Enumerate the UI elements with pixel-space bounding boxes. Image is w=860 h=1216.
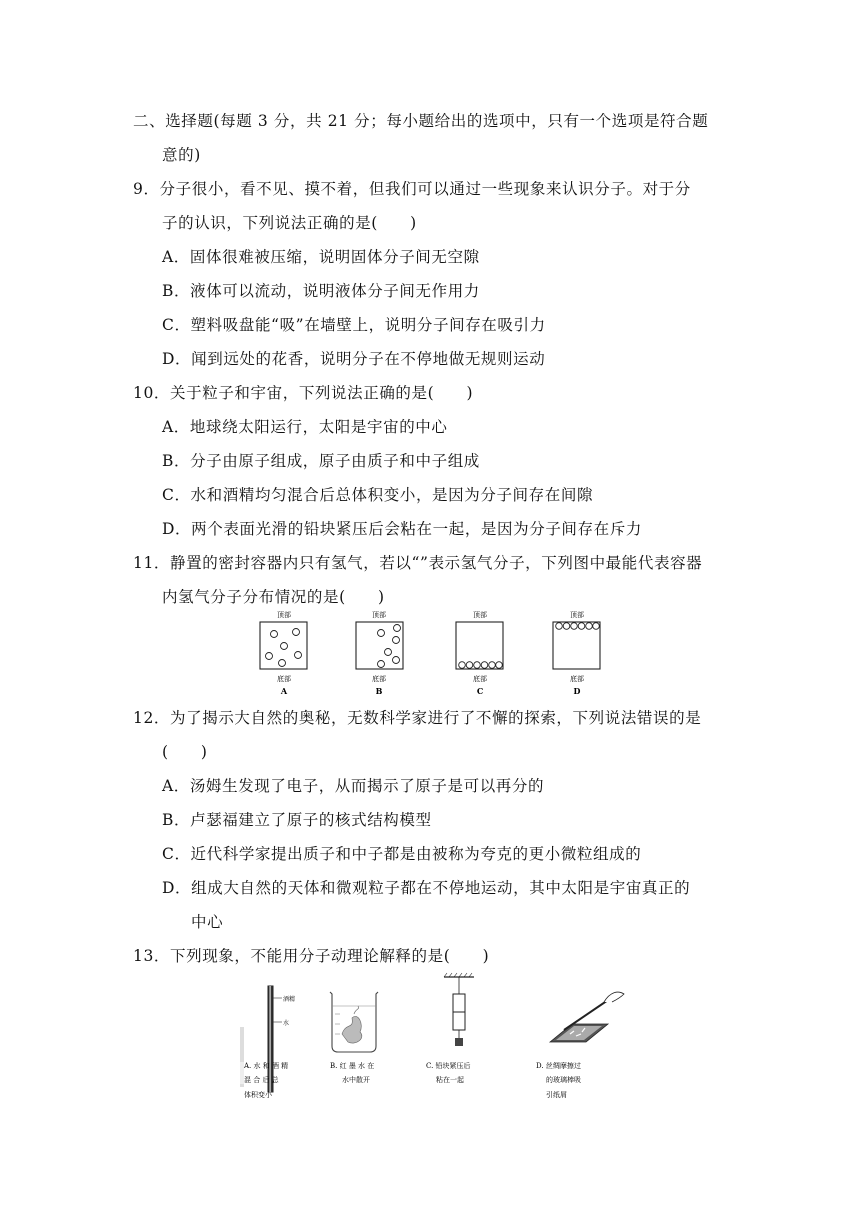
question-12-option-d-cont: 中心 <box>191 913 224 931</box>
question-13-stem: 13．下列现象，不能用分子动理论解释的是( ) <box>133 947 490 965</box>
question-10-option-c: C．水和酒精均匀混合后总体积变小，是因为分子间存在间隙 <box>162 486 594 504</box>
panel-a-caption-3: 体积变小 <box>244 1091 272 1099</box>
panel-d-caption-2: 的玻璃棒吸 <box>546 1076 581 1084</box>
panel-d-caption-3: 引纸屑 <box>546 1091 567 1099</box>
question-13-figure <box>232 972 632 1112</box>
question-9-option-d: D．闻到远处的花香，说明分子在不停地做无规则运动 <box>162 350 546 368</box>
figure-box-d <box>553 610 600 696</box>
panel-b-caption-2: 水中散开 <box>342 1076 370 1084</box>
box-a-bottom-label: 底部 <box>277 675 291 683</box>
question-9-stem: 9．分子很小，看不见、摸不着，但我们可以通过一些现象来认识分子。对于分 <box>133 180 691 198</box>
box-d-letter: D <box>573 686 581 696</box>
question-9-option-b: B．液体可以流动，说明液体分子间无作用力 <box>162 282 480 300</box>
question-11-stem-cont: 内氢气分子分布情况的是( ) <box>162 588 385 606</box>
box-b-bottom-label: 底部 <box>372 675 386 683</box>
question-12-stem: 12．为了揭示大自然的奥秘，无数科学家进行了不懈的探索，下列说法错误的是 <box>133 709 702 727</box>
question-12-stem-cont: ( ) <box>162 743 208 761</box>
box-c-top-label: 顶部 <box>473 611 487 619</box>
figure-box-b <box>356 610 403 696</box>
question-9-option-c: C．塑料吸盘能“吸”在墙壁上，说明分子间存在吸引力 <box>162 316 546 334</box>
question-12-option-b: B．卢瑟福建立了原子的核式结构模型 <box>162 811 432 829</box>
box-d-bottom-label: 底部 <box>570 675 584 683</box>
box-b-letter: B <box>375 686 383 696</box>
panel-d-caption-1: D. 丝绸摩擦过 <box>536 1062 581 1070</box>
panel-c-caption-1: C. 铅块紧压后 <box>426 1062 471 1070</box>
section-title: 二、选择题(每题 3 分，共 21 分；每小题给出的选项中，只有一个选项是符合题 <box>133 112 709 130</box>
box-a-letter: A <box>280 686 288 696</box>
figure-box-a <box>260 610 307 696</box>
panel-a-water-tag: 水 <box>283 1020 290 1027</box>
question-10-option-a: A．地球绕太阳运行，太阳是宇宙的中心 <box>162 418 448 436</box>
panel-d-glass-rod <box>536 992 624 1099</box>
panel-c-lead-blocks <box>426 973 474 1084</box>
panel-b-caption-1: B. 红 墨 水 在 <box>330 1062 375 1070</box>
question-11-figure <box>250 608 610 700</box>
box-c-letter: C <box>476 686 484 696</box>
panel-b-beaker <box>330 992 378 1084</box>
question-10-option-d: D．两个表面光滑的铅块紧压后会粘在一起，是因为分子间存在斥力 <box>162 520 642 538</box>
box-a-top-label: 顶部 <box>277 611 291 619</box>
question-10-option-b: B．分子由原子组成，原子由质子和中子组成 <box>162 452 480 470</box>
question-12-option-c: C．近代科学家提出质子和中子都是由被称为夸克的更小微粒组成的 <box>162 845 642 863</box>
panel-a-alcohol-tag: 酒精 <box>283 996 296 1003</box>
panel-a-tube <box>240 986 295 1099</box>
panel-a-caption-2: 混 合 后 总 <box>244 1076 279 1084</box>
question-12-option-d: D．组成大自然的天体和微观粒子都在不停地运动，其中太阳是宇宙真正的 <box>162 879 691 897</box>
question-10-stem: 10．关于粒子和宇宙，下列说法正确的是( ) <box>133 384 474 402</box>
box-d-top-label: 顶部 <box>570 611 584 619</box>
question-12-option-a: A．汤姆生发现了电子，从而揭示了原子是可以再分的 <box>162 777 545 795</box>
box-b-top-label: 顶部 <box>372 611 386 619</box>
panel-c-caption-2: 粘在一起 <box>436 1076 464 1084</box>
section-title-cont: 意的) <box>162 146 201 164</box>
question-9-stem-cont: 子的认识，下列说法正确的是( ) <box>162 214 417 232</box>
figure-box-c <box>456 610 503 696</box>
question-9-option-a: A．固体很难被压缩，说明固体分子间无空隙 <box>162 248 480 266</box>
question-11-stem: 11．静置的密封容器内只有氢气，若以“”表示氢气分子，下列图中最能代表容器 <box>133 554 703 572</box>
panel-a-caption-1: A. 水 和 酒 精 <box>244 1062 289 1070</box>
box-c-bottom-label: 底部 <box>473 675 487 683</box>
